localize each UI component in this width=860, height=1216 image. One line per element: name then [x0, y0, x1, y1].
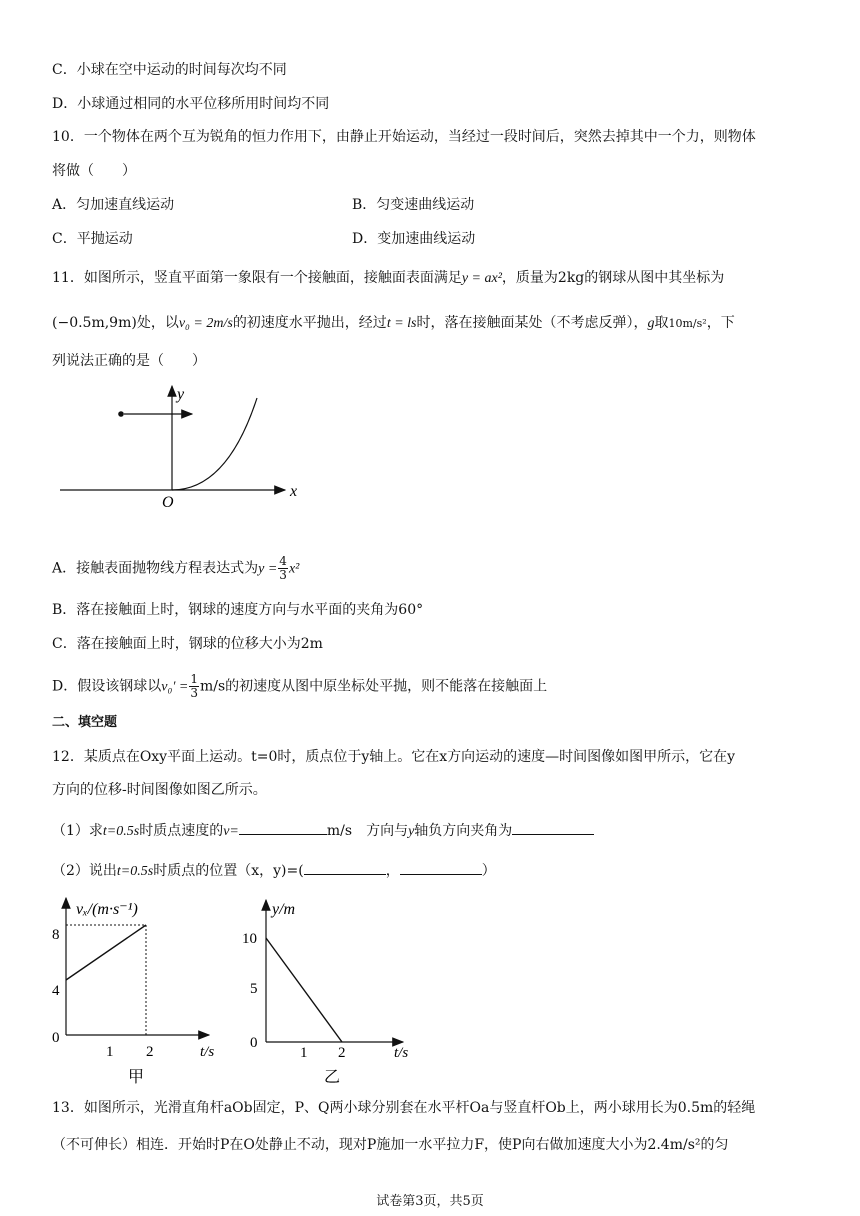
- q11-option-a: [52, 555, 299, 582]
- yi-y-tick: 5: [250, 981, 258, 997]
- q11-text: 的钢球从图中其坐标为: [584, 270, 725, 286]
- q11-initial-velocity: v₀ = 2m/s: [178, 316, 233, 331]
- q12-subquestion-2: [52, 860, 496, 882]
- q11a-denominator: 3: [279, 568, 287, 582]
- graph-jia: [44, 890, 229, 1090]
- q12-time: t=0.5s: [102, 824, 140, 839]
- jia-x-label: t/s: [200, 1044, 215, 1060]
- q11-option-d: [52, 673, 547, 700]
- q11-time: t = ls: [386, 316, 417, 331]
- yi-series-line: [266, 938, 342, 1042]
- q11a-fraction: [278, 555, 288, 582]
- q11d-unit: m/s: [199, 678, 226, 695]
- q9-option-d: D．小球通过相同的水平位移所用时间均不同: [52, 96, 330, 112]
- yi-y-label: y/m: [272, 901, 296, 918]
- jia-y-label: vₓ/(m·s⁻¹): [76, 901, 138, 918]
- q11-g-value: 10m/s²: [668, 317, 707, 330]
- answer-blank-y[interactable]: [400, 860, 482, 875]
- yi-x-tick: 1: [300, 1045, 308, 1061]
- q12-text: ，: [385, 863, 400, 879]
- jia-y-tick: 0: [52, 1030, 60, 1046]
- y-axis-label: y: [177, 386, 185, 403]
- q12-text: m/s 方向与: [326, 823, 409, 839]
- q13-acceleration: 2.4m/s²: [647, 1137, 701, 1153]
- yi-y-tick: 0: [250, 1035, 258, 1051]
- jia-y-tick: 4: [52, 983, 60, 999]
- answer-blank-velocity[interactable]: [239, 820, 327, 835]
- q12-text: （2）说出: [52, 863, 117, 879]
- q12-stem-line1: 12．某质点在Oxy平面上运动。t=0时，质点位于y轴上。它在x方向运动的速度—时间图像如图甲所示，它在y: [52, 749, 736, 765]
- yi-x-tick: 2: [338, 1045, 346, 1061]
- x-axis-label: x: [290, 483, 298, 500]
- q11-start-coord: (−0.5m,9m): [52, 315, 137, 331]
- q10-stem-line2: 将做（ ）: [52, 163, 136, 179]
- q12-v-symbol: v=: [223, 824, 239, 839]
- q11d-velocity: v₀′ =: [161, 679, 189, 695]
- jia-x-tick: 2: [146, 1044, 154, 1060]
- q10-option-a: A．匀加速直线运动: [52, 197, 175, 213]
- q11-surface-equation: y = ax²: [461, 271, 502, 286]
- q11d-denominator: 3: [190, 686, 198, 700]
- jia-series-line: [66, 925, 146, 980]
- answer-blank-x[interactable]: [304, 860, 386, 875]
- q13-stem-line2: [52, 1135, 729, 1155]
- page-footer: 试卷第3页，共5页: [376, 1194, 484, 1209]
- q13-text: （不可伸长）相连．开始时P在O处静止不动，现对P施加一水平拉力F，使P向右做加速度大小为: [52, 1137, 648, 1153]
- q11-text: 11．如图所示，竖直平面第一象限有一个接触面，接触面表面满足: [52, 270, 462, 286]
- q9-option-c: C．小球在空中运动的时间每次均不同: [52, 62, 287, 78]
- q11-stem-line2: [52, 313, 735, 334]
- q13-text: 的匀: [700, 1137, 729, 1153]
- q11-g-symbol: g: [647, 316, 655, 331]
- q13-stem-line1: 13．如图所示，光滑直角杆aOb固定，P、Q两小球分别套在水平杆Oa与竖直杆Ob上，两小球用长为0.5m的轻绳: [52, 1100, 756, 1116]
- steel-ball: [118, 411, 124, 417]
- q11d-text: 的初速度从图中原坐标处平抛，则不能落在接触面上: [225, 678, 548, 695]
- q11-option-c: C．落在接触面上时，钢球的位移大小为2m: [52, 636, 323, 652]
- q12-text: 时质点速度的: [139, 823, 224, 839]
- q11-text: ，下: [706, 315, 735, 331]
- q11-mass: 2kg: [557, 270, 585, 286]
- jia-caption: 甲: [128, 1069, 145, 1086]
- q11d-numerator: 1: [190, 672, 198, 686]
- yi-caption: 乙: [324, 1069, 341, 1086]
- q10-stem-line1: 10．一个物体在两个互为锐角的恒力作用下，由静止开始运动，当经过一段时间后，突然去掉其中一个力，则物体: [52, 129, 756, 145]
- yi-x-label: t/s: [394, 1045, 409, 1061]
- q12-subquestion-1: [52, 820, 594, 842]
- q11d-text: D．假设该钢球以: [52, 678, 162, 695]
- q12-text: 轴负方向夹角为: [414, 823, 513, 839]
- q11-text: 取: [654, 315, 669, 331]
- graph-yi: [238, 890, 428, 1090]
- q11-text: 处，以: [136, 315, 179, 331]
- answer-blank-angle[interactable]: [512, 820, 594, 835]
- q11a-text: A．接触表面抛物线方程表达式为: [52, 560, 259, 577]
- yi-y-tick: 10: [242, 931, 257, 947]
- section-heading: 二、填空题: [52, 715, 118, 730]
- q10-option-b: B．匀变速曲线运动: [352, 197, 475, 213]
- q11-stem-line1: [52, 268, 724, 289]
- q12-y-symbol: y: [408, 824, 415, 839]
- q12-time: t=0.5s: [116, 864, 154, 879]
- jia-y-tick: 8: [52, 927, 60, 943]
- q12-stem-line2: 方向的位移-时间图像如图乙所示。: [52, 782, 267, 798]
- q11a-numerator: 4: [279, 554, 287, 568]
- q10-option-d: D．变加速曲线运动: [352, 231, 476, 247]
- q10-option-c: C．平抛运动: [52, 231, 133, 247]
- q11-text: 的初速度水平抛出，经过: [232, 315, 387, 331]
- q11a-x2: x²: [288, 561, 300, 577]
- q12-text: 时质点的位置（x，y)=(: [153, 863, 304, 879]
- q12-text: （1）求: [52, 823, 103, 839]
- q11-stem-line3: 列说法正确的是（ ）: [52, 353, 206, 369]
- q11-figure: [52, 380, 312, 515]
- q11d-fraction: [189, 673, 199, 700]
- q12-text: ）: [481, 863, 496, 879]
- origin-label: O: [162, 494, 174, 511]
- q11-text: 时，落在接触面某处（不考虑反弹），: [416, 315, 648, 331]
- jia-x-tick: 1: [106, 1044, 114, 1060]
- q11-text: ，质量为: [501, 270, 558, 286]
- contact-surface-curve: [172, 398, 257, 490]
- q11a-y: y =: [258, 561, 278, 577]
- q11-option-b: B．落在接触面上时，钢球的速度方向与水平面的夹角为60°: [52, 602, 424, 618]
